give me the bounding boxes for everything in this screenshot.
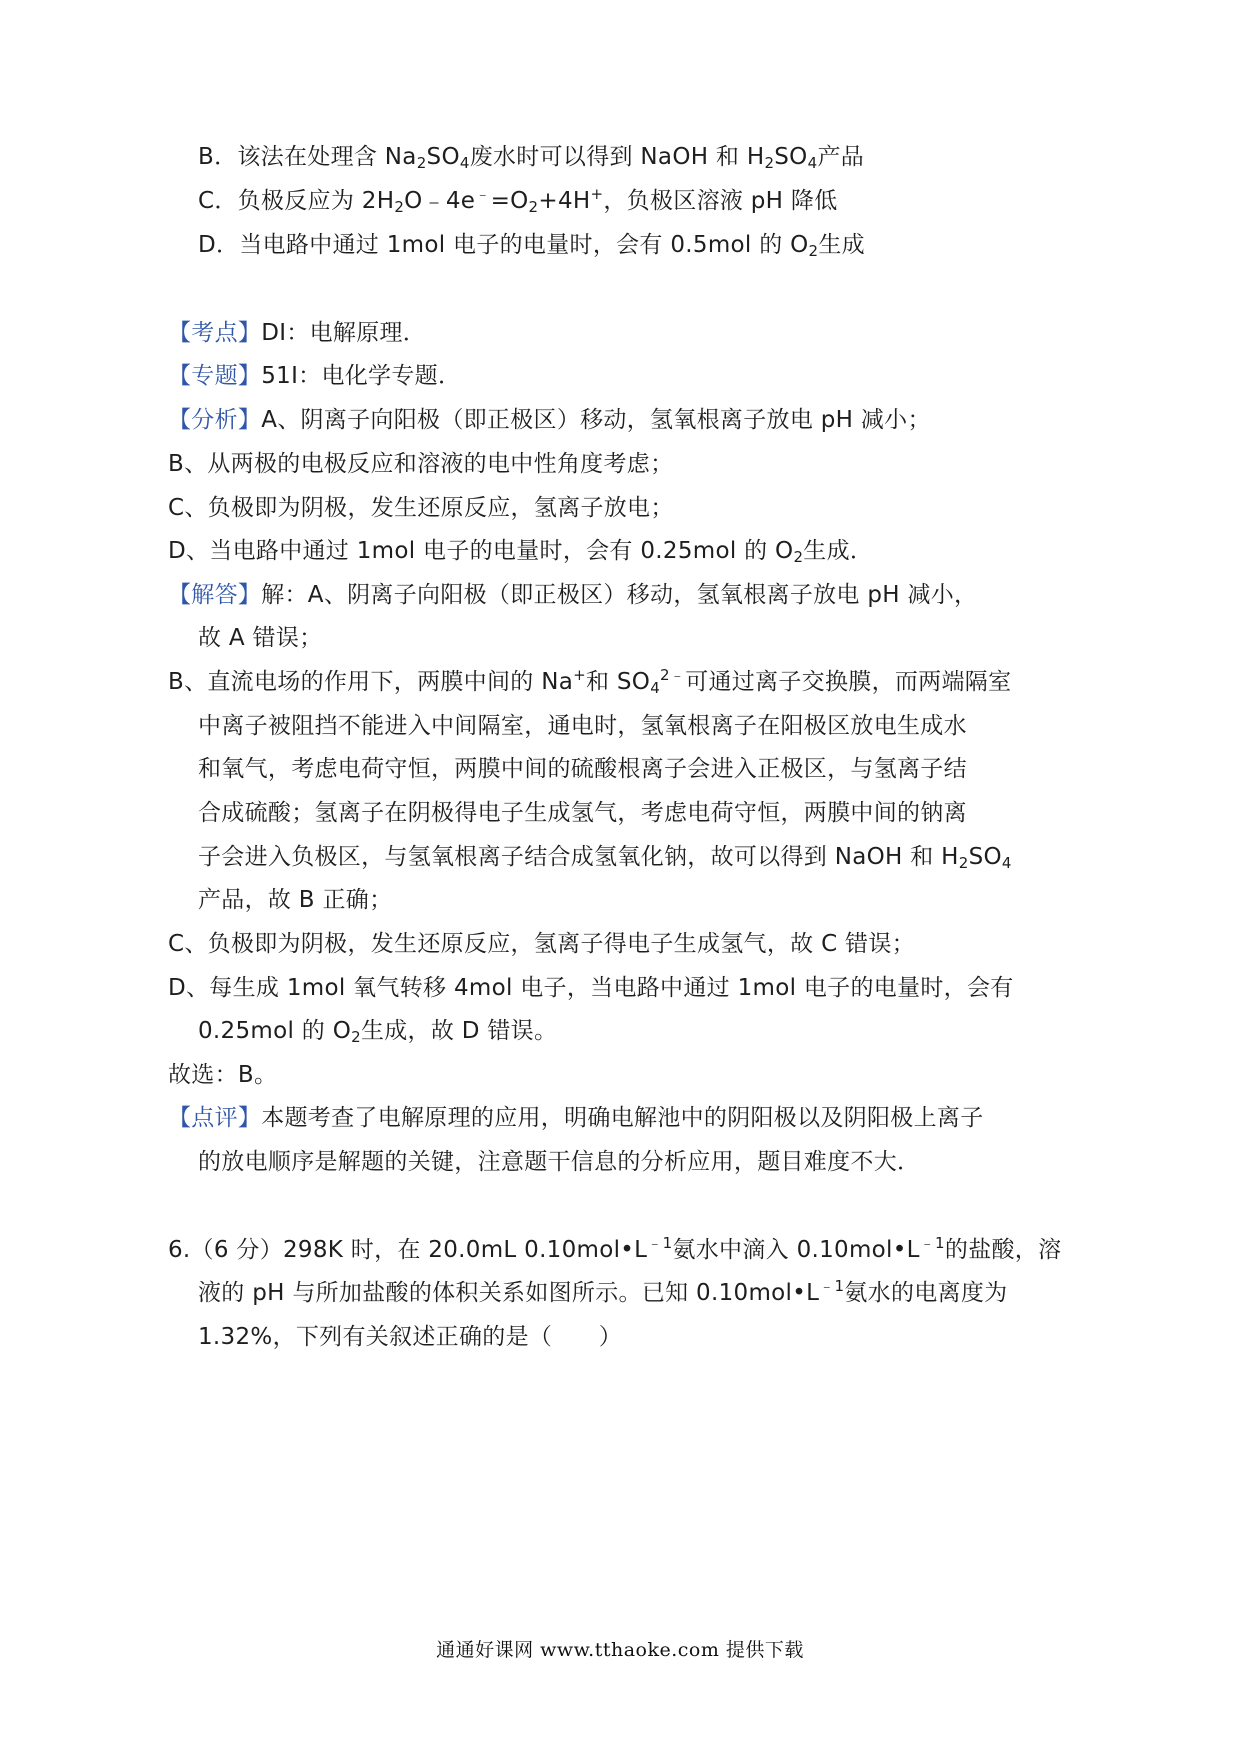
- fenxi-line-a: 【分析】A、阴离子向阳极（即正极区）移动，氢氧根离子放电 pH 减小；: [168, 407, 931, 433]
- zhuanti-tag: 【专题】: [168, 363, 262, 389]
- jieda-line-b1: B、直流电场的作用下，两膜中间的 Na+和 $SO_4^{2﹣}$可通过离子交换膜，而两端隔室: [168, 666, 1012, 697]
- jieda-line-b2: 中离子被阻挡不能进入中间隔室，通电时，氢氧根离子在阳极区放电生成水: [198, 713, 967, 739]
- question6-line-3: 1.32%，下列有关叙述正确的是（ ）: [198, 1324, 623, 1350]
- fenxi-line-c: C、负极即为阴极，发生还原反应，氢离子放电；: [168, 495, 674, 521]
- kaodian-line: 【考点】DI：电解原理．: [168, 320, 427, 346]
- kaodian-tag: 【考点】: [168, 320, 262, 346]
- question6-line-2: 液的 pH 与所加盐酸的体积关系如图所示。已知 $0.10mol•L^{﹣1}$氨水的电离度为: [198, 1277, 1008, 1306]
- jieda-line-d2: 0.25mol 的 $O_2$生成，故 D 错误。: [198, 1018, 558, 1046]
- jieda-line-d1: D、每生成 1mol 氧气转移 4mol 电子，当电路中通过 1mol 电子的电量时，会有: [168, 975, 1014, 1001]
- option-b: B．该法在处理含 $Na_2SO_4$废水时可以得到 NaOH 和 $H_2SO_4$产品: [198, 144, 865, 172]
- jieda-line-b6: 产品，故 B 正确；: [198, 887, 393, 913]
- jieda-line-b4: 合成硫酸；氢离子在阴极得电子生成氢气，考虑电荷守恒，两膜中间的钠离: [198, 800, 967, 826]
- fenxi-line-b: B、从两极的电极反应和溶液的电中性角度考虑；: [168, 451, 674, 477]
- dianping-line-2: 的放电顺序是解题的关键，注意题干信息的分析应用，题目难度不大．: [198, 1149, 921, 1175]
- option-d: D．当电路中通过 1mol 电子的电量时，会有 0.5mol 的 $O_2$生成: [198, 232, 865, 260]
- jieda-line-a1: 【解答】解：A、阴离子向阳极（即正极区）移动，氢氧根离子放电 pH 减小，: [168, 582, 978, 608]
- fenxi-tag: 【分析】: [168, 407, 262, 433]
- jieda-line-c1: C、负极即为阴极，发生还原反应，氢离子得电子生成氢气，故 C 错误；: [168, 931, 915, 957]
- jieda-tag: 【解答】: [168, 582, 262, 608]
- fenxi-line-d: D、当电路中通过 1mol 电子的电量时，会有 0.25mol 的 $O_2$生成．: [168, 538, 874, 566]
- answer-line: 故选：B。: [168, 1062, 278, 1088]
- zhuanti-line: 【专题】51I：电化学专题．: [168, 363, 462, 389]
- option-c: C．负极反应为 $2H_2O﹣4e^﹣=O_2+4H^+$，负极区溶液 pH 降低: [198, 185, 838, 216]
- jieda-line-b3: 和氧气，考虑电荷守恒，两膜中间的硫酸根离子会进入正极区，与氢离子结: [198, 756, 967, 782]
- dianping-line-1: 【点评】本题考查了电解原理的应用，明确电解池中的阴阳极以及阴阳极上离子: [168, 1105, 984, 1131]
- jieda-line-a2: 故 A 错误；: [198, 625, 323, 651]
- jieda-line-b5: 子会进入负极区，与氢氧根离子结合成氢氧化钠，故可以得到 NaOH 和 $H_2SO_4$: [198, 844, 1012, 872]
- dianping-tag: 【点评】: [168, 1105, 262, 1131]
- page-footer: 通通好课网 www.tthaoke.com 提供下载: [436, 1639, 804, 1661]
- question6-line-1: 6.（6 分）298K 时，在 20.0mL $0.10mol•L^{﹣1}$氨水中滴入 $0.10mol•L^{﹣1}$的盐酸，溶: [168, 1234, 1062, 1263]
